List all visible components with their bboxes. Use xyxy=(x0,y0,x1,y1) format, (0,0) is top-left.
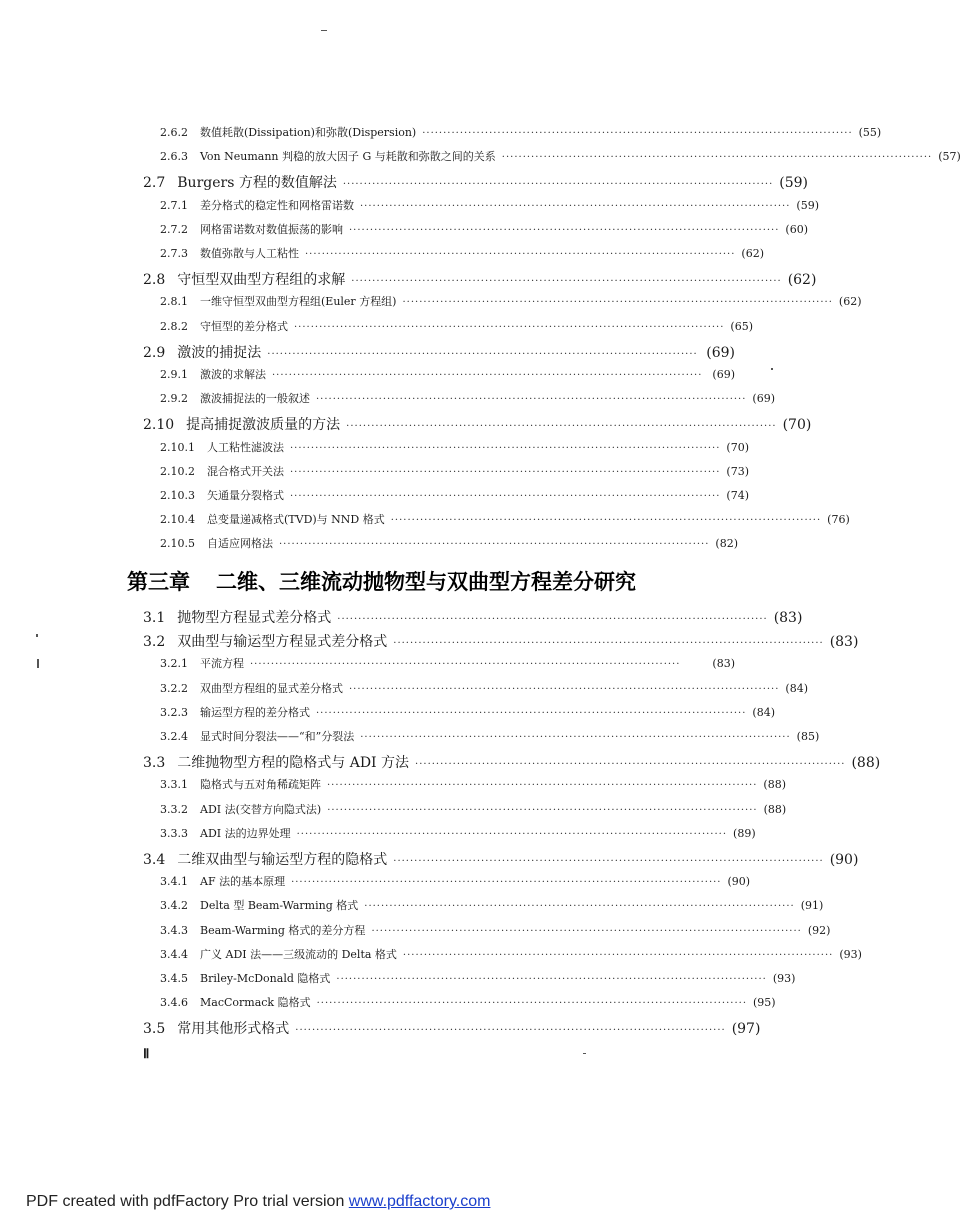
toc-entry-title: 网格雷诺数对数值振荡的影响 xyxy=(200,222,343,236)
toc-entry-number: 2.10.3 xyxy=(160,489,195,502)
pdffactory-link[interactable]: www.pdffactory.com xyxy=(348,1193,491,1210)
toc-entry-title: ADI 法的边界处理 xyxy=(200,826,291,840)
toc-entry-page: (84) xyxy=(785,681,809,695)
toc-entry[interactable] xyxy=(160,221,809,237)
toc-entry-title: 显式时间分裂法——“和”分裂法 xyxy=(200,730,355,743)
toc-entry[interactable] xyxy=(160,776,787,792)
toc-leader-dots: ······································································································· xyxy=(349,224,780,236)
toc-entry-page: (88) xyxy=(851,755,881,772)
toc-entry-number: 2.7.3 xyxy=(160,247,188,260)
toc-leader-dots: ······································································································· xyxy=(267,348,698,360)
scan-speck xyxy=(36,634,38,637)
toc-entry-page: (70) xyxy=(726,440,750,454)
toc-entry[interactable] xyxy=(160,680,809,696)
chapter-label: 第三章 xyxy=(127,570,190,594)
pdf-footer xyxy=(26,1193,490,1211)
toc-entry-number: 3.2 xyxy=(143,634,166,651)
toc-entry[interactable] xyxy=(160,994,776,1010)
toc-entry-page: (70) xyxy=(782,417,812,434)
toc-entry[interactable] xyxy=(143,342,735,362)
toc-leader-dots: ······································································································· xyxy=(337,614,768,625)
toc-entry-page: (73) xyxy=(726,464,750,478)
toc-entry-page: (84) xyxy=(752,705,776,719)
toc-leader-dots: ······································································································· xyxy=(390,515,822,527)
toc-leader-dots: ······································································································· xyxy=(371,925,802,937)
toc-entry-number: 3.4.5 xyxy=(160,972,188,985)
toc-entry-title: 广义 ADI 法——三级流动的 Delta 格式 xyxy=(200,947,397,961)
toc-leader-dots: ······································································································· xyxy=(250,659,681,671)
toc-entry[interactable] xyxy=(143,172,809,192)
toc-entry[interactable] xyxy=(143,1018,761,1038)
toc-entry-number: 2.10.4 xyxy=(160,513,195,527)
toc-leader-dots: ······································································································· xyxy=(290,491,721,502)
toc-entry[interactable] xyxy=(143,607,803,627)
toc-entry[interactable] xyxy=(160,124,882,140)
toc-entry[interactable] xyxy=(160,511,850,527)
toc-entry[interactable] xyxy=(143,269,817,289)
toc-leader-dots: ······································································································· xyxy=(393,856,824,867)
toc-entry-number: 3.4.1 xyxy=(160,875,188,889)
toc-entry-title: 常用其他形式格式 xyxy=(177,1021,290,1038)
toc-entry-page: (89) xyxy=(733,826,756,840)
toc-entry[interactable] xyxy=(160,897,824,913)
toc-entry-title: 自适应网格法 xyxy=(207,537,273,551)
toc-entry-page: (69) xyxy=(712,368,735,381)
page-numeral: Ⅱ xyxy=(143,1046,150,1061)
toc-entry[interactable] xyxy=(160,970,796,986)
toc-entry-title: 双曲型方程组的显式差分格式 xyxy=(200,681,343,695)
toc-entry[interactable] xyxy=(160,946,862,962)
toc-entry-page: (69) xyxy=(752,392,776,406)
scan-speck xyxy=(771,368,773,370)
toc-leader-dots: ······································································································· xyxy=(501,152,933,164)
toc-entry-number: 3.4.4 xyxy=(160,947,188,961)
toc-entry-number: 3.3.1 xyxy=(160,778,188,792)
toc-entry-title: Von Neumann 判稳的放大因子 G 与耗散和弥散之间的关系 xyxy=(200,150,496,164)
toc-leader-dots: ······································································································· xyxy=(360,732,791,743)
toc-entry-number: 3.2.4 xyxy=(160,730,188,743)
toc-entry-number: 2.10.5 xyxy=(160,537,195,551)
toc-entry-page: (97) xyxy=(731,1021,761,1038)
toc-leader-dots: ······································································································· xyxy=(327,804,758,816)
toc-entry-number: 2.9.2 xyxy=(160,392,188,406)
toc-entry-page: (82) xyxy=(715,537,739,551)
toc-entry[interactable] xyxy=(143,752,881,772)
toc-leader-dots: ······································································································· xyxy=(351,276,782,288)
toc-entry-title: 激波捕捉法的一般叙述 xyxy=(200,392,310,406)
toc-entry-title: 差分格式的稳定性和网格雷诺数 xyxy=(200,198,354,212)
toc-entry-number: 3.2.3 xyxy=(160,705,188,719)
toc-entry-number: 3.3 xyxy=(143,755,166,772)
toc-entry[interactable] xyxy=(160,366,735,382)
toc-entry-page: (90) xyxy=(829,852,859,868)
toc-entry-title: Delta 型 Beam-Warming 格式 xyxy=(200,899,359,913)
toc-entry-page: (83) xyxy=(773,610,803,626)
toc-entry-number: 3.2.1 xyxy=(160,657,188,671)
toc-entry-number: 2.10.1 xyxy=(160,440,195,454)
toc-leader-dots: ······································································································· xyxy=(364,901,795,913)
toc-entry-number: 3.3.3 xyxy=(160,826,188,840)
toc-entry-number: 3.3.2 xyxy=(160,802,188,816)
toc-leader-dots: ······································································································· xyxy=(393,638,824,650)
toc-entry-page: (95) xyxy=(753,996,776,1010)
toc-leader-dots: ······································································································· xyxy=(290,442,721,454)
toc-entry-page: (91) xyxy=(800,899,824,913)
toc-leader-dots: ······································································································· xyxy=(327,780,758,792)
scan-speck xyxy=(321,30,327,31)
toc-entry[interactable] xyxy=(160,293,862,309)
toc-entry[interactable] xyxy=(160,197,820,213)
toc-entry-page: (59) xyxy=(796,198,820,212)
toc-entry[interactable] xyxy=(160,704,776,720)
toc-entry-number: 2.10.2 xyxy=(160,464,195,478)
toc-entry[interactable] xyxy=(160,487,750,503)
toc-entry[interactable] xyxy=(160,801,787,817)
toc-leader-dots: ······································································································· xyxy=(316,998,748,1010)
toc-entry-page: (76) xyxy=(827,513,850,527)
toc-entry-page: (55) xyxy=(858,126,882,139)
toc-entry-page: (59) xyxy=(779,175,809,192)
toc-entry-number: 2.6.3 xyxy=(160,150,188,164)
toc-entry[interactable] xyxy=(160,922,831,938)
toc-leader-dots: ······································································································· xyxy=(349,683,780,695)
toc-entry-page: (93) xyxy=(839,947,862,961)
toc-entry-number: 2.7.2 xyxy=(160,222,188,236)
toc-entry-number: 2.8.1 xyxy=(160,295,188,309)
toc-entry-title: Burgers 方程的数值解法 xyxy=(177,175,337,192)
toc-entry-title: 一维守恒型双曲型方程组(Euler 方程组) xyxy=(200,295,397,309)
toc-entry-number: 2.7 xyxy=(143,175,166,192)
toc-entry-number: 2.9 xyxy=(143,344,166,361)
toc-entry[interactable] xyxy=(160,873,751,889)
toc-entry-number: 3.2.2 xyxy=(160,681,188,695)
toc-entry-title: 矢通量分裂格式 xyxy=(207,489,284,502)
toc-entry-page: (62) xyxy=(741,247,765,260)
toc-entry[interactable] xyxy=(160,655,735,671)
toc-entry-title: 二维双曲型与输运型方程的隐格式 xyxy=(177,852,388,868)
toc-entry[interactable] xyxy=(160,390,776,406)
toc-entry-number: 3.4.2 xyxy=(160,899,188,913)
toc-entry[interactable] xyxy=(160,148,961,164)
toc-entry-page: (88) xyxy=(763,778,787,792)
toc-entry-title: 双曲型与输运型方程显式差分格式 xyxy=(177,634,388,651)
toc-entry-page: (83) xyxy=(712,657,735,671)
toc-leader-dots: ······································································································· xyxy=(402,297,833,309)
toc-entry-page: (90) xyxy=(727,875,751,889)
toc-entry[interactable] xyxy=(160,245,765,261)
toc-entry-page: (57) xyxy=(938,150,961,164)
toc-leader-dots: ······································································································· xyxy=(294,321,725,333)
toc-leader-dots: ······································································································· xyxy=(422,128,853,139)
toc-leader-dots: ······································································································· xyxy=(316,394,747,406)
toc-entry-title: 激波的求解法 xyxy=(200,368,266,381)
toc-entry[interactable] xyxy=(143,631,859,651)
toc-entry-page: (85) xyxy=(796,730,820,743)
toc-leader-dots: ······································································································· xyxy=(316,707,747,719)
toc-entry-number: 2.9.1 xyxy=(160,368,188,381)
toc-entry-number: 3.5 xyxy=(143,1021,166,1038)
toc-entry-page: (60) xyxy=(785,222,809,236)
chapter-title: 二维、三维流动抛物型与双曲型方程差分研究 xyxy=(216,570,636,594)
toc-entry-number: 3.4.6 xyxy=(160,996,188,1010)
toc-entry-title: 输运型方程的差分格式 xyxy=(200,705,310,719)
scan-speck xyxy=(583,1053,586,1054)
toc-entry-title: 激波的捕捉法 xyxy=(177,344,262,361)
scan-speck xyxy=(37,659,39,668)
toc-entry-number: 3.1 xyxy=(143,610,166,626)
toc-entry[interactable] xyxy=(160,463,750,479)
toc-entry-page: (93) xyxy=(772,972,796,985)
toc-leader-dots: ······································································································· xyxy=(295,1025,726,1037)
toc-entry[interactable] xyxy=(143,849,859,869)
toc-entry-number: 3.4.3 xyxy=(160,923,188,937)
footer-text: PDF created with pdfFactory Pro trial version xyxy=(26,1193,349,1210)
toc-entry-title: 人工粘性滤波法 xyxy=(207,440,284,454)
toc-entry[interactable] xyxy=(160,535,739,551)
toc-entry-title: ADI 法(交替方向隐式法) xyxy=(200,802,322,816)
toc-entry-page: (62) xyxy=(838,295,862,309)
toc-entry-number: 3.4 xyxy=(143,852,166,868)
toc-entry-number: 2.10 xyxy=(143,417,175,434)
toc-entry[interactable] xyxy=(160,318,754,334)
toc-entry-title: 总变量递减格式(TVD)与 NND 格式 xyxy=(207,513,385,527)
toc-entry-title: Briley-McDonald 隐格式 xyxy=(200,972,331,985)
toc-leader-dots: ······································································································· xyxy=(415,759,846,771)
toc-entry[interactable] xyxy=(160,825,756,841)
toc-entry[interactable] xyxy=(160,728,820,744)
toc-leader-dots: ······································································································· xyxy=(291,877,722,889)
toc-entry-page: (92) xyxy=(807,923,831,937)
toc-entry-page: (65) xyxy=(730,319,754,333)
toc-entry[interactable] xyxy=(143,414,812,434)
toc-entry-title: 抛物型方程显式差分格式 xyxy=(177,610,332,626)
toc-entry-title: 守恒型双曲型方程组的求解 xyxy=(177,272,346,289)
toc-entry-title: 二维抛物型方程的隐格式与 ADI 方法 xyxy=(177,755,410,772)
toc-entry-title: MacCormack 隐格式 xyxy=(200,996,311,1010)
toc-leader-dots: ······································································································· xyxy=(346,421,777,433)
toc-leader-dots: ······································································································· xyxy=(342,179,774,191)
toc-leader-dots: ······································································································· xyxy=(336,974,767,985)
toc-leader-dots: ······································································································· xyxy=(360,200,791,212)
toc-entry-number: 2.8.2 xyxy=(160,319,188,333)
toc-entry-page: (88) xyxy=(763,802,787,816)
toc-entry-title: 平流方程 xyxy=(200,657,244,671)
toc-entry-page: (69) xyxy=(706,344,735,361)
toc-leader-dots: ······································································································· xyxy=(290,466,721,478)
toc-leader-dots: ······································································································· xyxy=(272,370,703,381)
toc-entry[interactable] xyxy=(160,439,750,455)
toc-entry-title: 隐格式与五对角稀疏矩阵 xyxy=(200,778,321,792)
toc-entry-number: 2.7.1 xyxy=(160,198,188,212)
toc-entry-title: AF 法的基本原理 xyxy=(200,875,286,889)
toc-entry-title: 提高捕捉激波质量的方法 xyxy=(186,417,341,434)
chapter-heading xyxy=(127,566,747,596)
toc-leader-dots: ······································································································· xyxy=(296,828,728,840)
toc-entry-title: 数值耗散(Dissipation)和弥散(Dispersion) xyxy=(200,126,417,139)
toc-entry-number: 2.6.2 xyxy=(160,126,188,139)
toc-entry-title: Beam-Warming 格式的差分方程 xyxy=(200,923,366,937)
toc-entry-page: (62) xyxy=(787,272,817,289)
toc-entry-title: 守恒型的差分格式 xyxy=(200,319,288,333)
toc-leader-dots: ······································································································· xyxy=(279,539,710,551)
toc-leader-dots: ······································································································· xyxy=(402,949,834,961)
toc-entry-number: 2.8 xyxy=(143,272,166,289)
toc-leader-dots: ······································································································· xyxy=(305,249,736,260)
toc-entry-page: (83) xyxy=(829,634,859,651)
toc-entry-page: (74) xyxy=(726,489,750,502)
toc-entry-title: 数值弥散与人工粘性 xyxy=(200,247,299,260)
toc-entry-title: 混合格式开关法 xyxy=(207,464,284,478)
